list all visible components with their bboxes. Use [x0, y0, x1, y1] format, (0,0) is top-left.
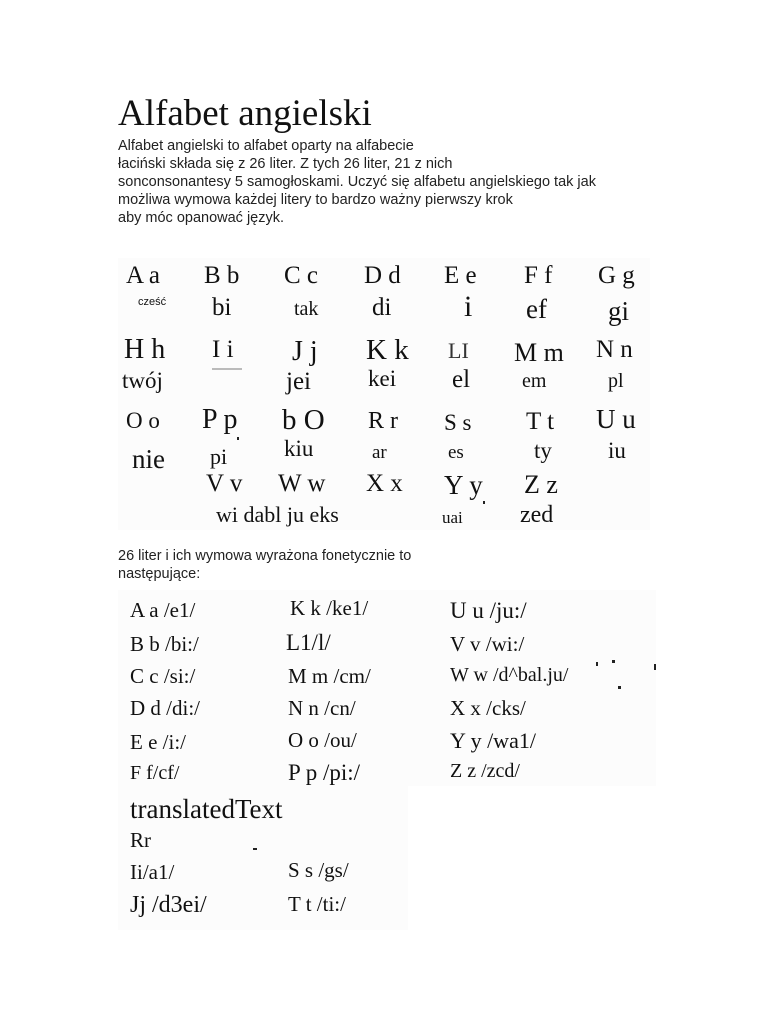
letter-cell: Z z: [524, 470, 558, 499]
phonetic-cell: Rr: [130, 828, 151, 852]
pronunciation-cell: jei: [286, 368, 311, 395]
phonetic-cell: A a /e1/: [130, 598, 196, 622]
scan-speck: [253, 848, 257, 850]
phonetic-cell: C c /si:/: [130, 664, 196, 688]
phonetic-cell: translatedText: [130, 794, 283, 824]
phonetic-cell: M m /cm/: [288, 664, 371, 688]
pronunciation-cell: kiu: [284, 436, 314, 461]
phonetic-cell: F f/cf/: [130, 762, 180, 784]
pronunciation-cell: twój: [122, 368, 163, 393]
phonetic-caption: [118, 547, 411, 583]
pronunciation-cell: kei: [368, 366, 397, 391]
letter-cell: W w: [278, 470, 326, 497]
intro-paragraph: [118, 137, 648, 227]
letter-cell: U u: [596, 404, 636, 434]
phonetic-cell: B b /bi:/: [130, 632, 199, 656]
pronunciation-cell: tak: [294, 298, 319, 320]
pronunciation-cell: el: [452, 366, 471, 393]
intro-line: Alfabet angielski to alfabet oparty na alfabecie: [118, 138, 414, 154]
letter-cell: O o: [126, 408, 160, 433]
pronunciation-cell: cześć: [138, 296, 167, 308]
scan-speck: [618, 686, 621, 689]
pronunciation-cell: es: [448, 442, 464, 463]
phonetic-table-image-column-3: [408, 590, 656, 786]
pronunciation-cell: di: [372, 294, 392, 321]
letter-cell: B b: [204, 262, 240, 289]
tiny-label-mark: [212, 368, 242, 370]
phonetic-cell: D d /di:/: [130, 696, 201, 720]
letter-cell: R r: [368, 408, 398, 434]
scan-speck: [654, 664, 656, 670]
letter-cell: P p: [202, 404, 238, 435]
phonetic-cell: Ii/a1/: [130, 860, 175, 884]
letter-cell: I i: [212, 336, 234, 363]
letter-cell: S s: [444, 410, 472, 435]
intro-line: łaciński składa się z 26 liter. Z tych 26 liter, 21 z nich: [118, 156, 453, 172]
pronunciation-cell: iu: [608, 438, 626, 463]
phonetic-cell: O o /ou/: [288, 728, 357, 752]
letter-cell: A a: [126, 262, 161, 289]
phonetic-cell: Y y /wa1/: [450, 728, 536, 753]
phonetic-cell: T t /ti:/: [288, 892, 346, 916]
pronunciation-cell: pl: [608, 370, 624, 392]
phonetic-cell: N n /cn/: [288, 696, 356, 720]
page-title: Alfabet angielski: [118, 93, 372, 134]
letter-cell: K k: [366, 334, 409, 366]
phonetic-cell: U u /ju:/: [450, 598, 527, 623]
caption-line: 26 liter i ich wymowa wyrażona fonetycznie to: [118, 548, 412, 564]
pronunciation-cell: ef: [526, 294, 547, 324]
phonetic-cell: P p /pi:/: [288, 760, 360, 785]
scan-speck: [237, 437, 239, 440]
letter-cell: N n: [596, 336, 633, 363]
phonetic-cell: Z z /zcd/: [450, 760, 520, 782]
pronunciation-cell: i: [464, 290, 473, 323]
letter-cell: J j: [292, 336, 318, 367]
letter-cell: M m: [514, 338, 564, 367]
phonetic-cell: E e /i:/: [130, 730, 186, 754]
phonetic-cell: S s /gs/: [288, 858, 349, 882]
pronunciation-cell: wi dabl ju eks: [216, 502, 339, 527]
intro-line: aby móc opanować język.: [118, 210, 285, 226]
letter-cell: Y y: [444, 470, 483, 500]
phonetic-cell: X x /cks/: [450, 696, 526, 720]
scan-speck: [612, 660, 615, 663]
pronunciation-cell: em: [522, 370, 547, 392]
pronunciation-cell: ty: [534, 438, 552, 463]
pronunciation-cell: ar: [372, 442, 387, 463]
pronunciation-cell: uai: [442, 508, 463, 527]
letter-cell: T t: [526, 408, 555, 435]
letter-cell: LI: [448, 338, 469, 363]
pronunciation-cell: zed: [520, 502, 554, 528]
pronunciation-cell: nie: [132, 444, 165, 474]
phonetic-cell: W w /d^bal.ju/: [450, 664, 569, 686]
pronunciation-cell: gi: [608, 296, 630, 326]
intro-line: możliwa wymowa każdej litery to bardzo ważny pierwszy krok: [118, 192, 513, 208]
phonetic-cell: Jj /d3ei/: [130, 892, 207, 918]
phonetic-cell: K k /ke1/: [290, 596, 369, 620]
pronunciation-cell: bi: [212, 294, 232, 321]
phonetic-cell: L1/l/: [286, 630, 331, 655]
scan-speck: [596, 662, 598, 666]
letter-cell: X x: [366, 470, 403, 497]
letter-cell: H h: [124, 334, 166, 365]
letter-cell: V v: [206, 470, 243, 497]
letter-cell: G g: [598, 262, 635, 289]
pronunciation-cell: pi: [210, 444, 228, 469]
intro-line: sonconsonantesy 5 samogłoskami. Uczyć się alfabetu angielskiego tak jak: [118, 174, 596, 190]
letter-cell: D d: [364, 262, 401, 289]
caption-line: następujące:: [118, 566, 201, 582]
letter-cell: C c: [284, 262, 319, 289]
phonetic-table-image: [118, 590, 408, 930]
letter-cell: F f: [524, 262, 553, 289]
phonetic-cell: V v /wi:/: [450, 632, 525, 656]
alphabet-pronunciation-image: [118, 258, 650, 530]
letter-cell: b O: [282, 404, 325, 436]
scan-speck: [483, 501, 485, 504]
letter-cell: E e: [444, 262, 477, 289]
